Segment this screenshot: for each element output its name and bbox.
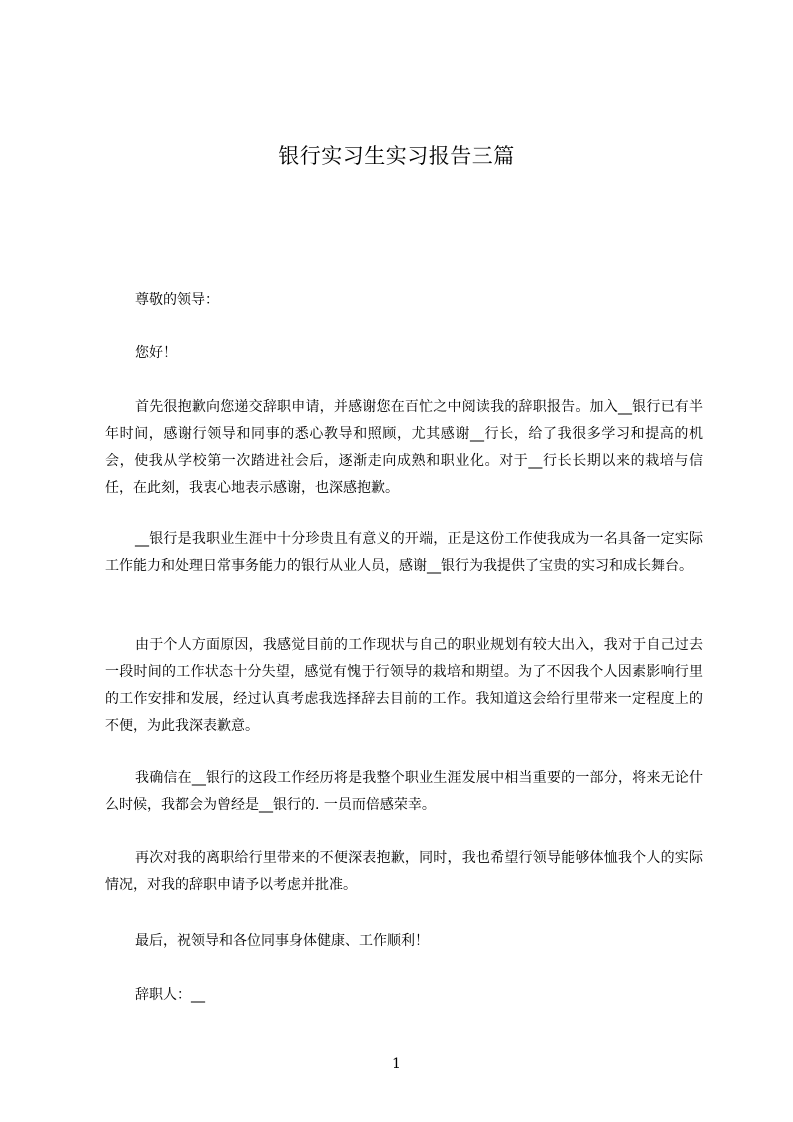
paragraph-experience: 我确信在__银行的这段工作经历将是我整个职业生涯发展中相当重要的一部分，将来无论什么时候，我都会为曾经是__银行的. 一员而倍感荣幸。 [105, 770, 703, 813]
page-number: 1 [392, 1056, 401, 1072]
paragraph-closing-wishes: 最后，祝领导和各位同事身体健康、工作顺利！ [135, 933, 429, 949]
document-title: 银行实习生实习报告三篇 [278, 144, 515, 168]
paragraph-reason: 由于个人方面原因，我感觉目前的工作现状与自己的职业规划有较大出入，我对于自己过去一段时间的工作状态十分失望，感觉有愧于行领导的栽培和期望。为了不因我个人因素影响行里的工作安排和发展，经过认真考虑我选择辞去目前的工作。我知道这会给行里带来一定程度上的不便，为此我深表歉意。 [105, 637, 703, 734]
signature-line: 辞职人：__ [135, 987, 205, 1003]
paragraph-career-start: __银行是我职业生涯中十分珍贵且有意义的开端，正是这份工作使我成为一名具备一定实际工作能力和处理日常事务能力的银行从业人员，感谢__银行为我提供了宝贵的实习和成长舞台。 [105, 531, 703, 574]
greeting: 您好！ [135, 345, 177, 361]
paragraph-apology-thanks: 首先很抱歉向您递交辞职申请，并感谢您在百忙之中阅读我的辞职报告。加入__银行已有半年时间，感谢行领导和同事的悉心教导和照顾，尤其感谢__行长，给了我很多学习和提高的机会，使我从学校第一次踏进社会后，逐渐走向成熟和职业化。对于__行长长期以来的栽培与信任，在此刻，我衷心地表示感谢，也深感抱歉。 [105, 399, 703, 496]
salutation: 尊敬的领导： [135, 292, 219, 308]
paragraph-request: 再次对我的离职给行里带来的不便深表抱歉，同时，我也希望行领导能够体恤我个人的实际情况，对我的辞职申请予以考虑并批准。 [105, 850, 703, 893]
